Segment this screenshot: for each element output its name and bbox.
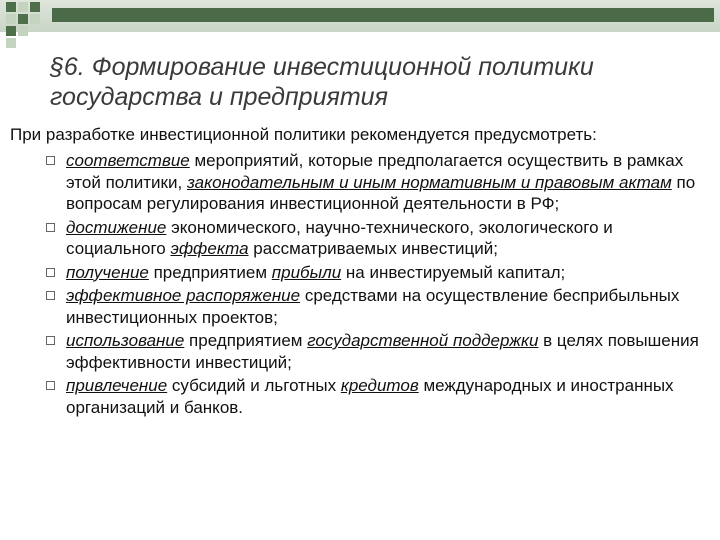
decor-square xyxy=(6,26,16,36)
list-item-text: по вопросам регулирования инвестиционной деятельности в РФ; xyxy=(66,172,696,213)
slide-title xyxy=(50,52,710,112)
key-term: привлечение xyxy=(66,376,168,395)
key-term: эффективное распоряжение xyxy=(66,286,301,305)
list-item-text: на инвестируемый капитал; xyxy=(341,262,566,282)
title-line-2: государства и предприятия xyxy=(50,83,388,111)
recommendation-list xyxy=(46,150,716,420)
key-term: использование xyxy=(66,331,185,350)
decor-square xyxy=(6,38,16,48)
list-item-text: международных и иностранных организаций и банков. xyxy=(66,376,674,417)
decor-square xyxy=(30,2,40,12)
list-item-text: предприятием xyxy=(148,262,272,282)
list-item xyxy=(46,217,716,260)
top-decor-bar xyxy=(52,8,714,22)
top-decor-band xyxy=(0,0,720,32)
square-bullet-icon xyxy=(46,268,55,277)
list-item xyxy=(46,262,716,284)
decor-square xyxy=(30,14,40,24)
intro-text: При разработке инвестиционной политики рекомендуется предусмотреть: xyxy=(10,125,597,144)
list-item xyxy=(46,375,716,418)
list-item xyxy=(46,285,716,328)
list-item-text: рассматриваемых инвестиций; xyxy=(248,239,498,258)
key-term: прибыли xyxy=(271,262,342,282)
square-bullet-icon xyxy=(46,223,55,232)
key-term: кредитов xyxy=(340,376,419,395)
list-item-text: средствами на осуществление бесприбыльных инвестиционных проектов; xyxy=(66,286,680,327)
decor-square xyxy=(18,2,28,12)
title-line-1: §6. Формирование инвестиционной политики xyxy=(50,53,594,81)
list-item xyxy=(46,150,716,215)
list-item-text: предприятием xyxy=(184,331,308,350)
key-term: получение xyxy=(66,262,149,282)
decor-square xyxy=(18,26,28,36)
decor-square xyxy=(18,14,28,24)
square-bullet-icon xyxy=(46,336,55,345)
key-term: соответствие xyxy=(66,151,190,170)
decor-square xyxy=(6,2,16,12)
list-item-text: в целях повышения эффективности инвестиций; xyxy=(66,331,699,372)
key-term: государственной поддержки xyxy=(307,331,539,350)
key-term: эффекта xyxy=(170,239,249,258)
list-item-text: мероприятий, которые предполагается осуществить в рамках этой политики, xyxy=(66,151,684,192)
key-term: законодательным и иным нормативным и правовым актам xyxy=(186,172,672,192)
list-item-text: субсидий и льготных xyxy=(167,376,341,395)
list-item-text: экономического, научно-технического, экологического и социального xyxy=(66,217,613,258)
decor-square xyxy=(6,14,16,24)
square-bullet-icon xyxy=(46,291,55,300)
square-bullet-icon xyxy=(46,381,55,390)
list-item xyxy=(46,330,716,373)
key-term: достижение xyxy=(66,217,167,237)
square-bullet-icon xyxy=(46,156,55,165)
